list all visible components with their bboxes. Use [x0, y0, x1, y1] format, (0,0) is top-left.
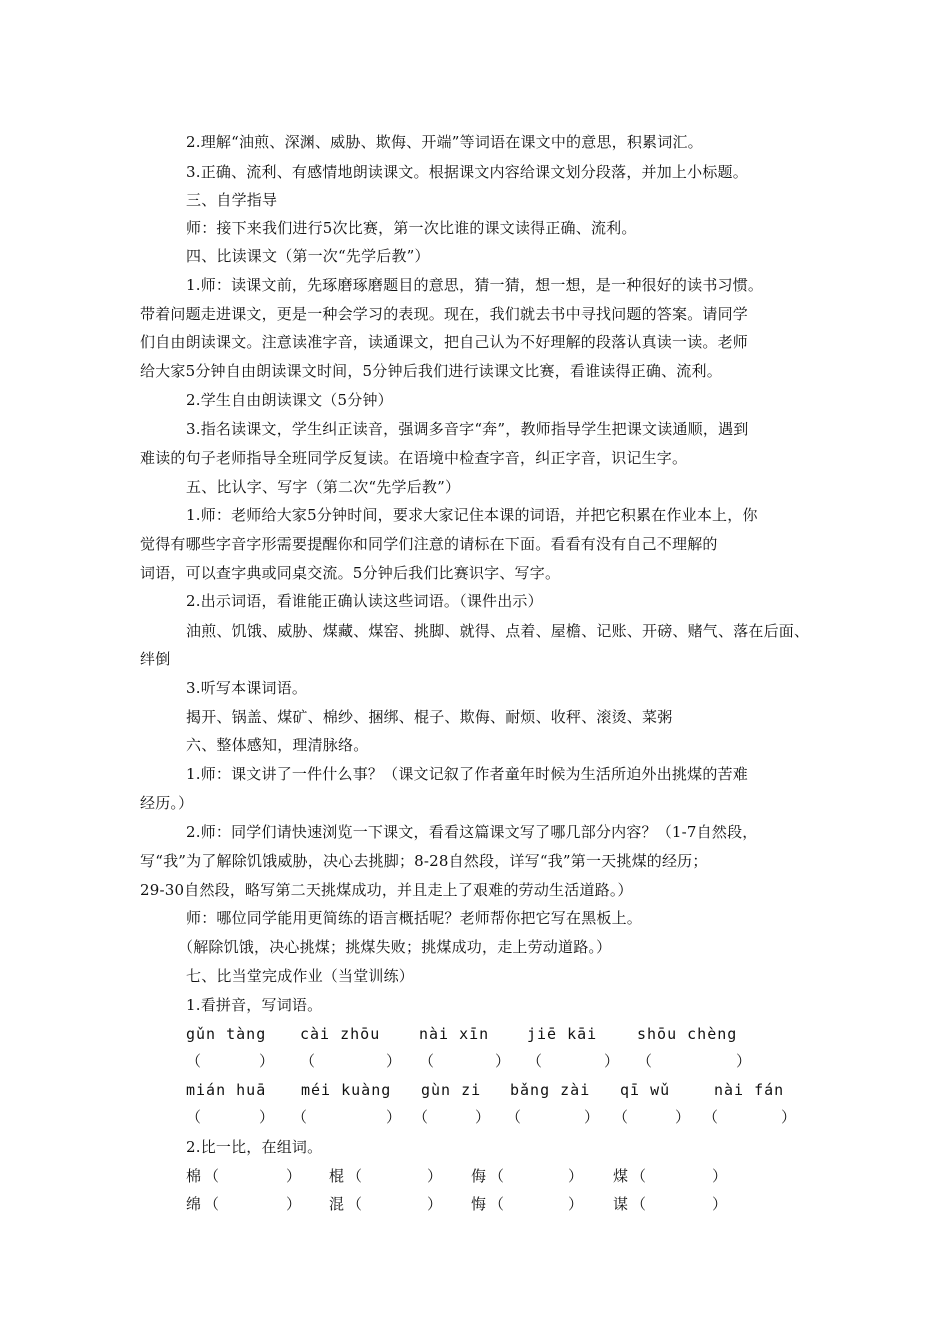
- exercise-2-title: 2.比一比，在组词。: [186, 1138, 323, 1156]
- pinyin-item: bǎng zài: [510, 1081, 591, 1099]
- pinyin-item: nài xīn: [419, 1025, 490, 1043]
- answer-blank-close: ）: [712, 1167, 728, 1185]
- answer-blank-close: ）: [259, 1052, 275, 1070]
- answer-blank-close: ）: [427, 1167, 443, 1185]
- pinyin-item: shōu chèng: [637, 1025, 738, 1043]
- section-heading-6: 六、整体感知，理清脉络。: [186, 736, 369, 754]
- paragraph: 29-30自然段，略写第二天挑煤成功，并且走上了艰难的劳动生活道路。）: [140, 881, 633, 899]
- section-heading-5: 五、比认字、写字（第二次“先学后教”）: [186, 478, 461, 496]
- compare-char: 棍: [329, 1167, 345, 1185]
- paragraph: 们自由朗读课文。注意读准字音，读通课文，把自己认为不好理解的段落认真读一读。老师: [140, 333, 749, 351]
- answer-blank-close: ）: [259, 1108, 275, 1126]
- answer-blank-open: （: [506, 1108, 522, 1126]
- paragraph: 2.学生自由朗读课文（5分钟）: [186, 391, 393, 409]
- compare-char: 侮: [471, 1167, 487, 1185]
- word-list: 油煎、饥饿、威胁、煤藏、煤窑、挑脚、就得、点着、屋檐、记账、开磅、赌气、落在后面、: [186, 622, 810, 640]
- answer-blank-close: ）: [568, 1167, 584, 1185]
- summary-line: （解除饥饿，决心挑煤；挑煤失败；挑煤成功，走上劳动道路。）: [178, 938, 612, 956]
- answer-blank-open: （: [527, 1052, 543, 1070]
- paragraph: 觉得有哪些字音字形需要提醒你和同学们注意的请标在下面。看看有没有自己不理解的: [140, 535, 718, 553]
- answer-blank-open: （: [300, 1052, 316, 1070]
- answer-blank-open: （: [186, 1108, 202, 1126]
- pinyin-item: mián huā: [186, 1081, 267, 1099]
- compare-char: 绵: [186, 1195, 202, 1213]
- answer-blank-open: （: [204, 1167, 220, 1185]
- answer-blank-open: （: [204, 1195, 220, 1213]
- objective-2: 2.理解“油煎、深渊、威胁、欺侮、开端”等词语在课文中的意思，积累词汇。: [186, 133, 703, 151]
- section-heading-7: 七、比当堂完成作业（当堂训练）: [186, 967, 415, 985]
- answer-blank-open: （: [186, 1052, 202, 1070]
- answer-blank-open: （: [613, 1108, 629, 1126]
- answer-blank-open: （: [413, 1108, 429, 1126]
- answer-blank-open: （: [419, 1052, 435, 1070]
- paragraph: 师：接下来我们进行5次比赛，第一次比谁的课文读得正确、流利。: [186, 219, 637, 237]
- answer-blank-close: ）: [736, 1052, 752, 1070]
- paragraph: 带着问题走进课文，更是一种会学习的表现。现在，我们就去书中寻找问题的答案。请同学: [140, 305, 749, 323]
- answer-blank-close: ）: [712, 1195, 728, 1213]
- pinyin-item: cài zhōu: [300, 1025, 381, 1043]
- paragraph: 3.听写本课词语。: [186, 679, 308, 697]
- answer-blank-open: （: [703, 1108, 719, 1126]
- paragraph: 经历。）: [140, 794, 194, 812]
- paragraph: 1.师：老师给大家5分钟时间，要求大家记住本课的词语，并把它积累在作业本上，你: [186, 506, 758, 524]
- answer-blank-open: （: [292, 1108, 308, 1126]
- answer-blank-close: ）: [675, 1108, 691, 1126]
- compare-char: 煤: [613, 1167, 629, 1185]
- answer-blank-close: ）: [386, 1108, 402, 1126]
- answer-blank-close: ）: [568, 1195, 584, 1213]
- pinyin-item: jiē kāi: [527, 1025, 598, 1043]
- compare-char: 悔: [471, 1195, 487, 1213]
- section-heading-3: 三、自学指导: [186, 191, 278, 209]
- answer-blank-close: ）: [475, 1108, 491, 1126]
- compare-char: 混: [329, 1195, 345, 1213]
- paragraph: 1.师：读课文前，先琢磨琢磨题目的意思，猜一猜，想一想，是一种很好的读书习惯。: [186, 276, 764, 294]
- answer-blank-open: （: [347, 1195, 363, 1213]
- objective-3: 3.正确、流利、有感情地朗读课文。根据课文内容给课文划分段落，并加上小标题。: [186, 163, 748, 181]
- pinyin-item: gǔn tàng: [186, 1025, 267, 1043]
- answer-blank-close: ）: [427, 1195, 443, 1213]
- word-list: 揭开、锅盖、煤矿、棉纱、捆绑、棍子、欺侮、耐烦、收秤、滚烫、菜粥: [186, 708, 673, 726]
- paragraph: 3.指名读课文，学生纠正读音，强调多音字“奔”，教师指导学生把课文读通顺，遇到: [186, 420, 749, 438]
- answer-blank-open: （: [637, 1052, 653, 1070]
- pinyin-item: méi kuàng: [301, 1081, 392, 1099]
- compare-char: 棉: [186, 1167, 202, 1185]
- exercise-1-title: 1.看拼音，写词语。: [186, 996, 323, 1014]
- pinyin-item: gùn zi: [421, 1081, 482, 1099]
- compare-char: 谋: [613, 1195, 629, 1213]
- answer-blank-close: ）: [604, 1052, 620, 1070]
- paragraph: 2.出示词语，看谁能正确认读这些词语。（课件出示）: [186, 592, 543, 610]
- answer-blank-close: ）: [286, 1167, 302, 1185]
- paragraph: 师：哪位同学能用更简练的语言概括呢？老师帮你把它写在黑板上。: [186, 909, 643, 927]
- answer-blank-close: ）: [584, 1108, 600, 1126]
- paragraph: 1.师：课文讲了一件什么事？（课文记叙了作者童年时候为生活所迫外出挑煤的苦难: [186, 765, 748, 783]
- section-heading-4: 四、比读课文（第一次“先学后教”）: [186, 247, 430, 265]
- paragraph: 写“我”为了解除饥饿威胁，决心去挑脚；8-28自然段，详写“我”第一天挑煤的经历；: [140, 852, 708, 870]
- answer-blank-close: ）: [781, 1108, 797, 1126]
- paragraph: 2.师：同学们请快速浏览一下课文，看看这篇课文写了哪几部分内容？（1-7自然段，: [186, 823, 758, 841]
- answer-blank-open: （: [489, 1195, 505, 1213]
- pinyin-item: nài fán: [714, 1081, 785, 1099]
- answer-blank-open: （: [631, 1195, 647, 1213]
- paragraph: 难读的句子老师指导全班同学反复读。在语境中检查字音，纠正字音，识记生字。: [140, 449, 688, 467]
- word-list: 绊倒: [140, 650, 171, 668]
- paragraph: 给大家5分钟自由朗读课文时间，5分钟后我们进行读课文比赛，看谁读得正确、流利。: [140, 362, 722, 380]
- answer-blank-open: （: [631, 1167, 647, 1185]
- answer-blank-close: ）: [286, 1195, 302, 1213]
- answer-blank-open: （: [489, 1167, 505, 1185]
- answer-blank-close: ）: [386, 1052, 402, 1070]
- answer-blank-close: ）: [495, 1052, 511, 1070]
- answer-blank-open: （: [347, 1167, 363, 1185]
- pinyin-item: qī wǔ: [620, 1081, 671, 1099]
- paragraph: 词语，可以查字典或同桌交流。5分钟后我们比赛识字、写字。: [140, 564, 561, 582]
